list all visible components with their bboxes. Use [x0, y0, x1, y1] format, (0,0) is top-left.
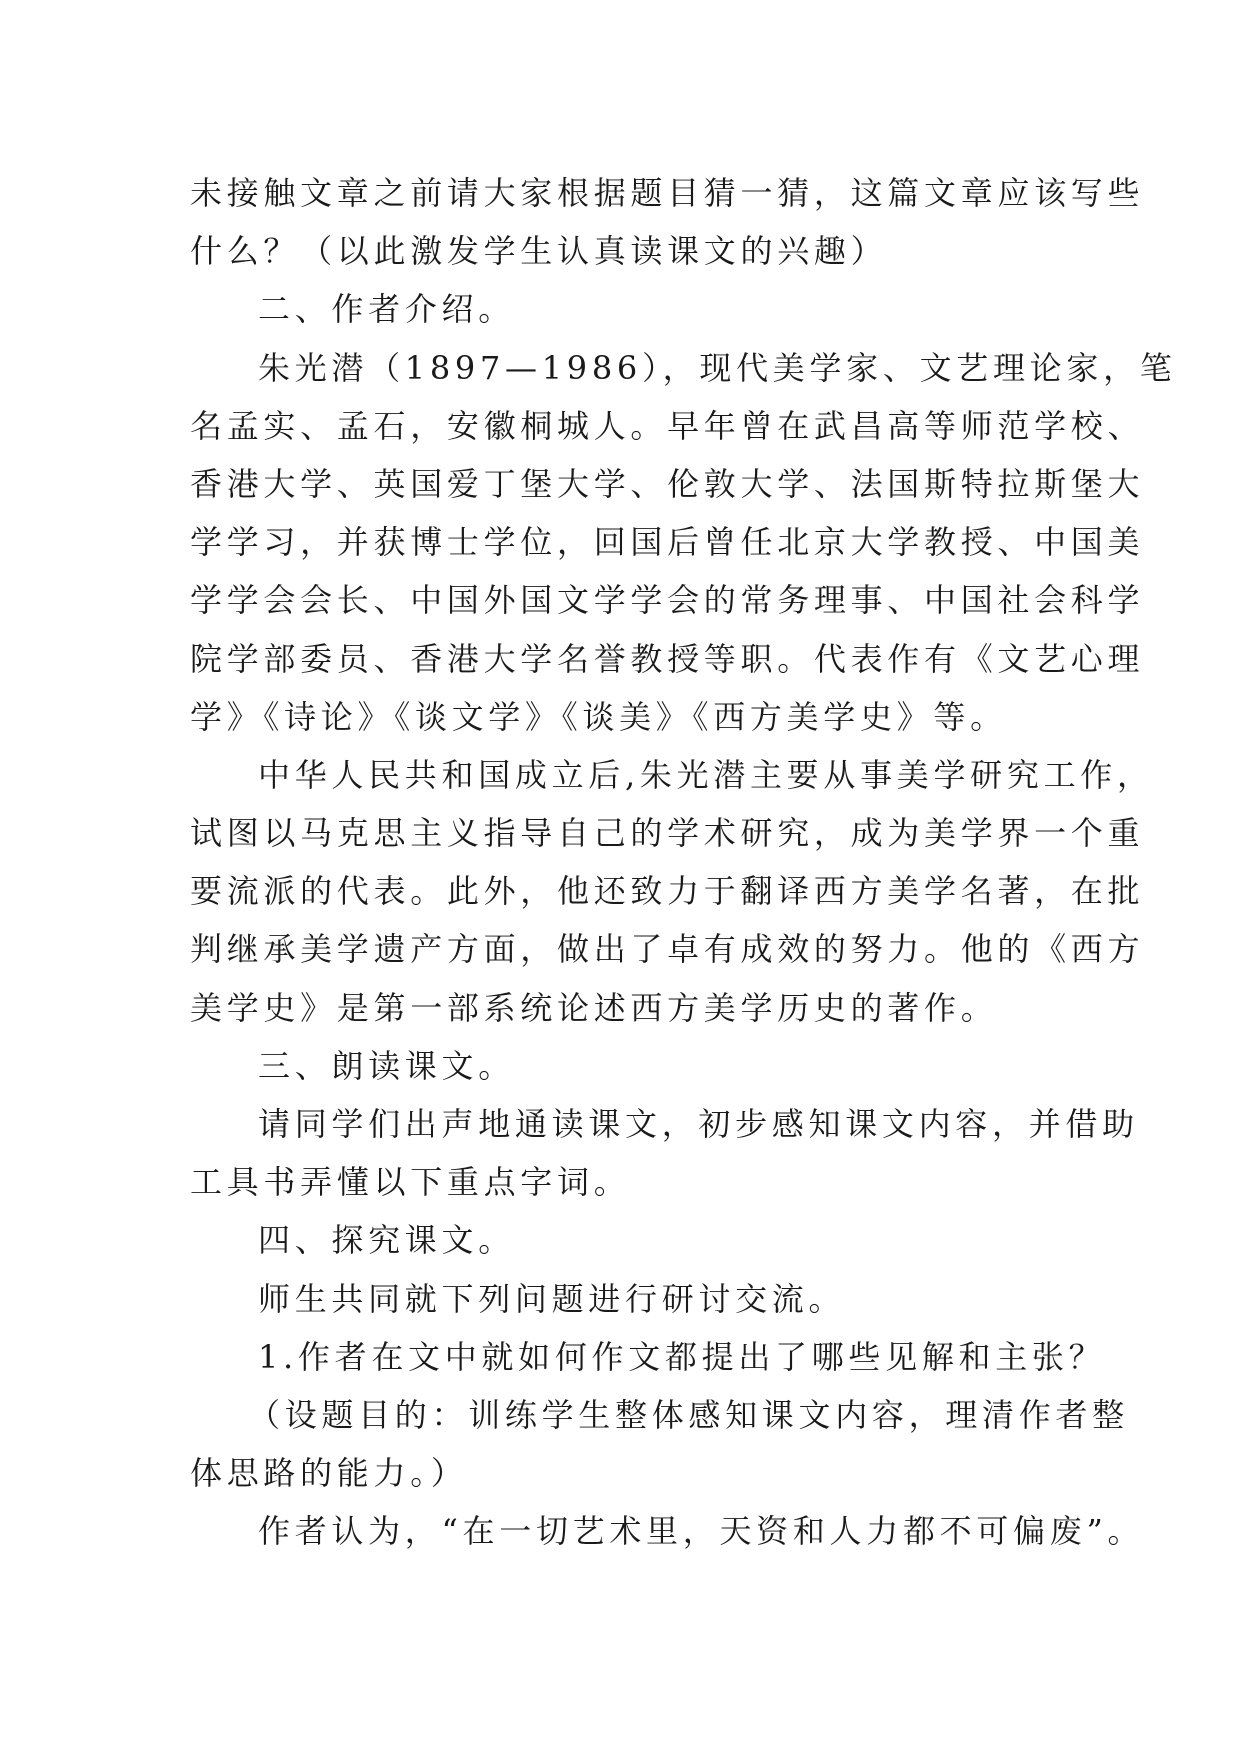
text-line: 中华人民共和国成立后,朱光潜主要从事美学研究工作，	[258, 755, 1154, 794]
text-line: 作者认为，“在一切艺术里，天资和人力都不可偏废”。	[258, 1512, 1145, 1551]
text-line: 学学习，并获博士学位，回国后曾任北京大学教授、中国美	[190, 523, 1145, 562]
text-line: 未接触文章之前请大家根据题目猜一猜，这篇文章应该写些	[190, 174, 1145, 212]
text-line: 请同学们出声地通读课文，初步感知课文内容，并借助	[258, 1105, 1139, 1143]
section-heading: 二、作者介绍。	[258, 290, 515, 329]
text-line: 学》《诗论》《谈文学》《谈美》《西方美学史》等。	[190, 697, 1007, 736]
text-line: （设题目的：训练学生整体感知课文内容，理清作者整	[248, 1395, 1129, 1434]
question-line: 1.作者在文中就如何作文都提出了哪些见解和主张？	[258, 1337, 1106, 1376]
text-line: 美学史》是第一部系统论述西方美学历史的著作。	[190, 988, 998, 1027]
text-line: 要流派的代表。此外，他还致力于翻译西方美学名著，在批	[190, 872, 1145, 911]
text-line: 工具书弄懂以下重点字词。	[190, 1163, 631, 1202]
text-line: 体思路的能力。）	[190, 1454, 468, 1493]
text-line: 学学会会长、中国外国文学学会的常务理事、中国社会科学	[190, 581, 1145, 620]
section-heading: 三、朗读课文。	[258, 1046, 515, 1085]
text-line: 判继承美学遗产方面，做出了卓有成效的努力。他的《西方	[190, 930, 1145, 969]
text-line: 师生共同就下列问题进行研讨交流。	[258, 1279, 846, 1318]
text-line: 名孟实、孟石，安徽桐城人。早年曾在武昌高等师范学校、	[190, 406, 1145, 445]
text-line: 朱光潜（1897—1986），现代美学家、文艺理论家，笔	[258, 348, 1177, 387]
text-line: 什么？（以此激发学生认真读课文的兴趣）	[190, 232, 888, 271]
text-line: 试图以马克思主义指导自己的学术研究，成为美学界一个重	[190, 814, 1145, 853]
text-line: 香港大学、英国爱丁堡大学、伦敦大学、法国斯特拉斯堡大	[190, 464, 1145, 503]
document-body	[190, 164, 1177, 1561]
text-line: 院学部委员、香港大学名誉教授等职。代表作有《文艺心理	[190, 639, 1145, 678]
section-heading: 四、探究课文。	[258, 1221, 515, 1260]
